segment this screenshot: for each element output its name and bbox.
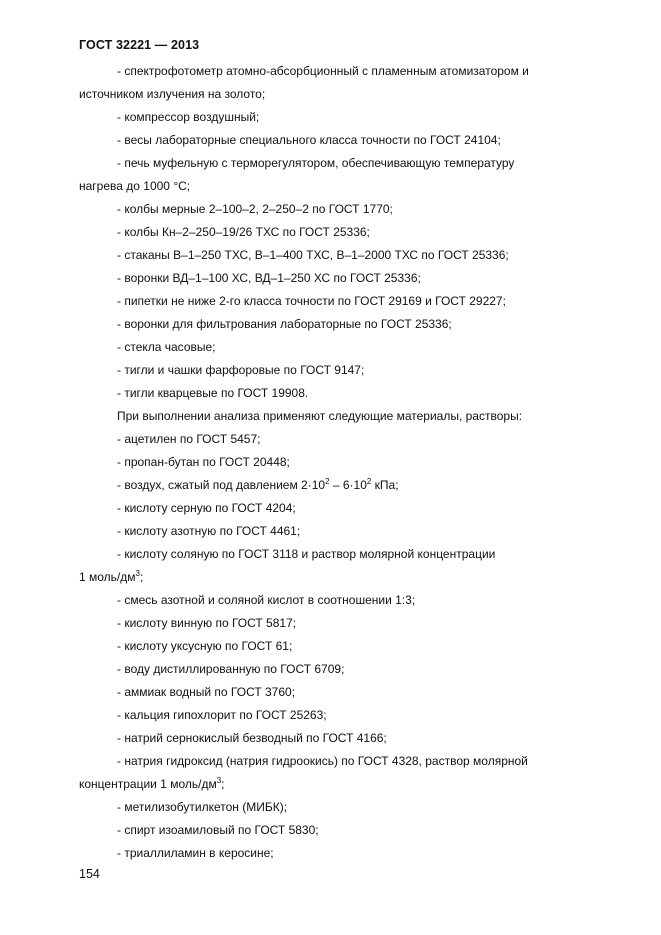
text-segment: кПа; <box>371 478 399 492</box>
text-line: - пропан-бутан по ГОСТ 20448; <box>117 455 290 469</box>
text-line: - спирт изоамиловый по ГОСТ 5830; <box>117 823 319 837</box>
text-line: - кислоту уксусную по ГОСТ 61; <box>117 639 293 653</box>
text-line: - стаканы В–1–250 ТХС, В–1–400 ТХС, В–1–2000 ТХС по ГОСТ 25336; <box>117 248 509 262</box>
page-number: 154 <box>79 867 100 881</box>
text-line: - весы лабораторные специального класса точности по ГОСТ 24104; <box>117 133 501 147</box>
text-line: - пипетки не ниже 2-го класса точности по ГОСТ 29169 и ГОСТ 29227; <box>117 294 506 308</box>
text-line: - спектрофотометр атомно-абсорбционный с пламенным атомизатором и <box>117 64 529 78</box>
paragraph-intro: При выполнении анализа применяют следующие материалы, растворы: <box>117 409 523 423</box>
text-segment: ; <box>139 570 144 584</box>
text-line: - тигли и чашки фарфоровые по ГОСТ 9147; <box>117 363 365 377</box>
text-line: - колбы Кн–2–250–19/26 ТХС по ГОСТ 25336; <box>117 225 370 239</box>
text-line: - кислоту винную по ГОСТ 5817; <box>117 616 297 630</box>
text-line: - смесь азотной и соляной кислот в соотношении 1:3; <box>117 593 416 607</box>
text-line: - метилизобутилкетон (МИБК); <box>117 800 288 814</box>
document-body <box>79 60 579 865</box>
text-line: - натрий сернокислый безводный по ГОСТ 4166; <box>117 731 387 745</box>
text-line: - печь муфельную с терморегулятором, обеспечивающую температуру <box>117 156 515 170</box>
text-line: - кислоту серную по ГОСТ 4204; <box>117 501 296 515</box>
text-line: нагрева до 1000 °C; <box>79 179 191 193</box>
text-line: - компрессор воздушный; <box>117 110 260 124</box>
text-line: - кислоту соляную по ГОСТ 3118 и раствор молярной концентрации <box>117 547 496 561</box>
text-line: - тигли кварцевые по ГОСТ 19908. <box>117 386 309 400</box>
text-line: - ацетилен по ГОСТ 5457; <box>117 432 261 446</box>
text-line: - воронки для фильтрования лабораторные по ГОСТ 25336; <box>117 317 452 331</box>
text-line <box>79 773 579 796</box>
text-segment: ; <box>221 777 225 791</box>
text-segment: концентрации 1 моль/дм <box>79 777 217 791</box>
text-line: - триаллиламин в керосине; <box>117 846 274 860</box>
text-line: - колбы мерные 2–100–2, 2–250–2 по ГОСТ 1770; <box>117 202 393 216</box>
text-line: - воронки ВД–1–100 ХС, ВД–1–250 ХС по ГОСТ 25336; <box>117 271 421 285</box>
superscript: 3 <box>216 776 222 785</box>
text-segment: - воздух, сжатый под давлением 2·10 <box>117 478 326 492</box>
text-line: - кислоту азотную по ГОСТ 4461; <box>117 524 301 538</box>
text-line: - кальция гипохлорит по ГОСТ 25263; <box>117 708 327 722</box>
text-line: - аммиак водный по ГОСТ 3760; <box>117 685 296 699</box>
document-header: ГОСТ 32221 — 2013 <box>79 38 200 52</box>
text-line: - натрия гидроксид (натрия гидроокись) по ГОСТ 4328, раствор молярной <box>117 754 528 768</box>
text-line <box>79 474 579 497</box>
text-segment: – 6·10 <box>329 478 367 492</box>
text-line: - воду дистиллированную по ГОСТ 6709; <box>117 662 345 676</box>
text-line: - стекла часовые; <box>117 340 216 354</box>
text-line <box>79 566 579 589</box>
superscript: 3 <box>135 569 140 578</box>
text-segment: 1 моль/дм <box>79 570 136 584</box>
superscript: 2 <box>366 477 372 486</box>
text-line: источником излучения на золото; <box>79 87 266 101</box>
superscript: 2 <box>325 477 330 486</box>
